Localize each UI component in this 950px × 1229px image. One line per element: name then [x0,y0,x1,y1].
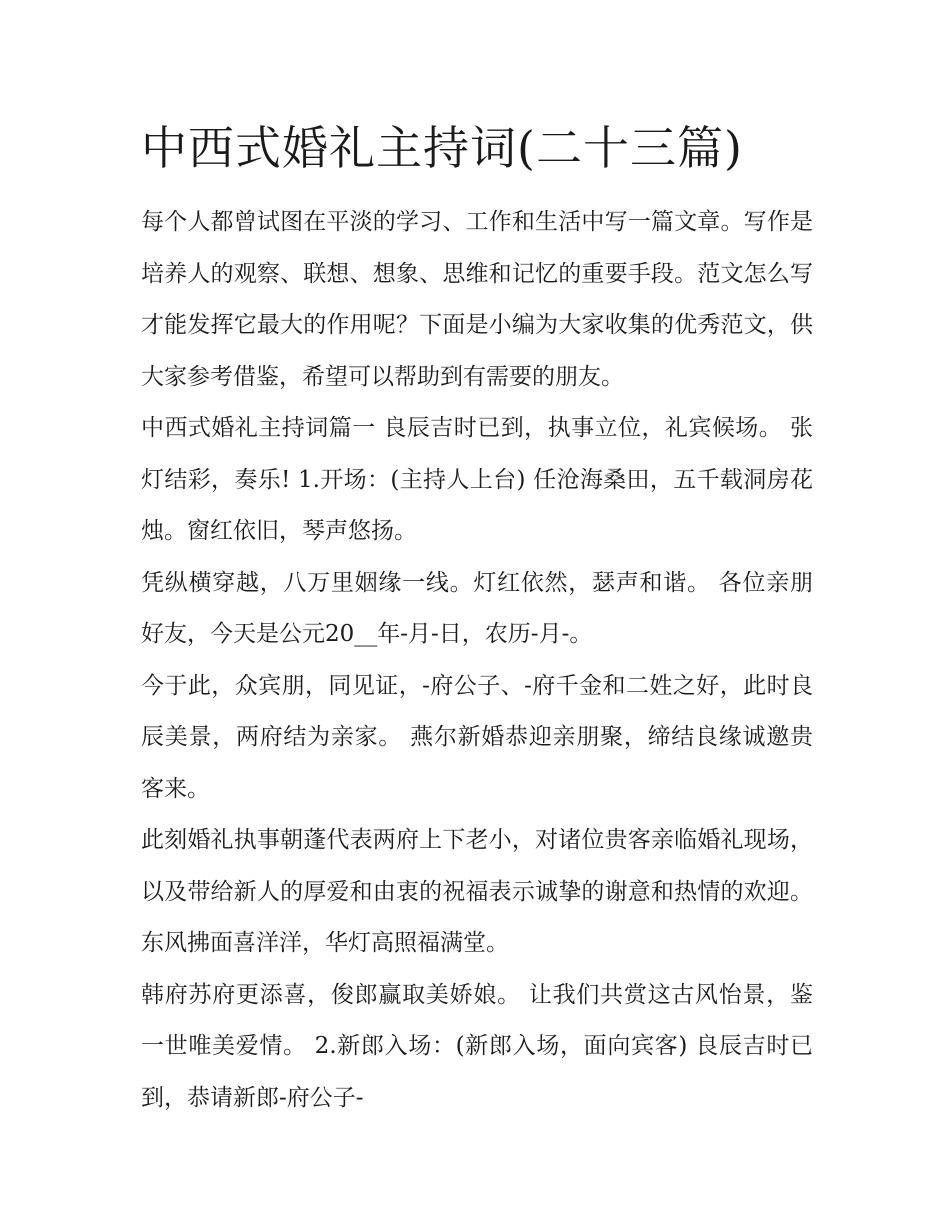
paragraph-groom-entrance: 韩府苏府更添喜，俊郎赢取美娇娘。 让我们共赏这古风怡景，鉴一世唯美爱情。 2.新郎入场：(新郎入场，面向宾客) 良辰吉时已到，恭请新郎-府公子- [141,981,813,1111]
paragraph-intro: 每个人都曾试图在平淡的学习、工作和生活中写一篇文章。写作是培养人的观察、联想、想象、思维和记忆的重要手段。范文怎么写才能发挥它最大的作用呢？下面是小编为大家收集的优秀范文，供大家参考借鉴，希望可以帮助到有需要的朋友。 [141,209,813,390]
document-title: 中西式婚礼主持词(二十三篇) [141,121,743,175]
document-body [141,197,813,1124]
paragraph-welcome: 此刻婚礼执事朝蓬代表两府上下老小，对诸位贵客亲临婚礼现场，以及带给新人的厚爱和由衷的祝福表示诚挚的谢意和热情的欢迎。 东风拂面喜洋洋，华灯高照福满堂。 [141,827,813,956]
paragraph-union: 今于此，众宾朋，同见证，-府公子、-府千金和二姓之好，此时良辰美景，两府结为亲家。 燕尔新婚恭迎亲朋聚，缔结良缘诚邀贵客来。 [141,672,813,802]
paragraph-greeting: 凭纵横穿越，八万里姻缘一线。灯红依然，瑟声和谐。 各位亲朋好友，今天是公元20__年-月-日，农历-月-。 [141,569,813,647]
paragraph-opening: 中西式婚礼主持词篇一 良辰吉时已到，执事立位，礼宾候场。 张灯结彩，奏乐! 1.开场：(主持人上台) 任沧海桑田，五千载洞房花烛。窗红依旧，琴声悠扬。 [141,415,813,544]
